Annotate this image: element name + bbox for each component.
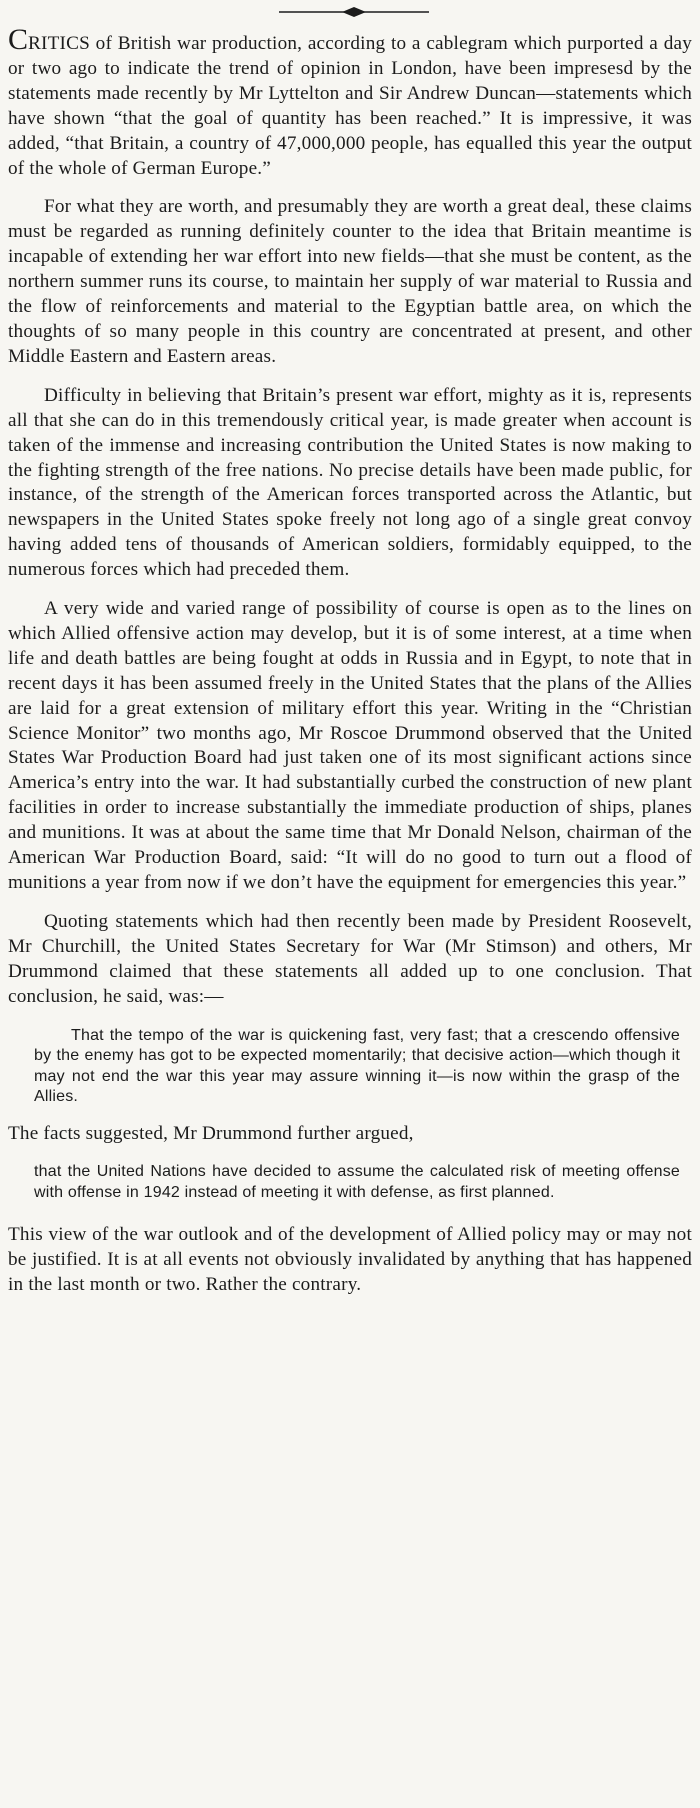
paragraph-1 [8,23,692,181]
newspaper-column [8,0,692,1808]
block-quote-2: that the United Nations have decided to assume the calculated risk of meeting offense with offense in 1942 instead of meeting it with defense, as first planned. [34,1163,680,1201]
paragraph-6: The facts suggested, Mr Drummond further argued, [8,1122,414,1144]
block-quote-1-text: That the tempo of the war is quickening fast, very fast; that a crescendo offensive by the enemy has got to be expected momentarily; that decisive action—which though it may not end the war this year may assure winning it—is now within the grasp of the Allies. [34,1026,680,1106]
paragraph-2: For what they are worth, and presumably they are worth a great deal, these claims must be regarded as running definitely counter to the idea that Britain meantime is incapable of extending her war effort into new fields—that she must be content, as the northern summer runs its course, to maintain her supply of war material to Russia and the flow of reinforcements and material to the Egyptian battle area, on which the thoughts of so many people in this country are concentrated at present, and other Middle Eastern and Eastern areas. [8,196,692,367]
paragraph-3: Difficulty in believing that Britain’s present war effort, mighty as it is, represents all that she can do in this tremendously critical year, is made greater when account is taken of the immense and increasing contribution the United States is now making to the fighting strength of the free nations. No precise details have been made public, for instance, of the strength of the American forces transported across the Atlantic, but newspapers in the United States spoke freely not long ago of a single great convoy having added tens of thousands of American soldiers, formidably equipped, to the numerous forces which had preceded them. [8,384,692,581]
drop-cap: C [8,23,29,56]
rule-ornament [279,6,429,18]
paragraph-4: A very wide and varied range of possibility of course is open as to the lines on which Allied offensive action may develop, but it is of some interest, at a time when life and death battles are being fought at odds in Russia and in Egypt, to note that in recent days it has been assumed freely in the United States that the plans of the Allies are laid for a great extension of military effort this year. Writing in the “Christian Science Monitor” two months ago, Mr Roscoe Drummond observed that the United States War Production Board had just taken one of its most significant actions since America’s entry into the war. It had substantially curbed the construction of new plant facilities in order to increase substantially the immediate production of ships, planes and munitions. It was at about the same time that Mr Donald Nelson, chairman of the American War Production Board, said: “It will do no good to turn out a flood of munitions a year from now if we don’t have the equipment for emergencies this year.” [8,598,692,893]
paragraph-5: Quoting statements which had then recently been made by President Roosevelt, Mr Churchill, the United States Secretary for War (Mr Stimson) and others, Mr Drummond claimed that these statements all added up to one conclusion. That conclusion, he said, was:— [8,910,692,1007]
paragraph-7: This view of the war outlook and of the development of Allied policy may or may not be justified. It is at all events not obviously invalidated by anything that has happened in the last month or two. Rather the contrary. [8,1224,692,1296]
article-body [8,23,692,1310]
block-quote-1 [34,1026,680,1108]
paragraph-1-text: RITICS of British war production, according to a cablegram which purported a day or two ago to indicate the trend of opinion in London, have been impresesd by the statements made recently by Mr Lyttelton and Sir Andrew Duncan—statements which have shown “that the goal of quantity has been reached.” It is impressive, it was added, “that Britain, a country of 47,000,000 people, has equalled this year the output of the whole of German Europe.” [8,33,692,179]
